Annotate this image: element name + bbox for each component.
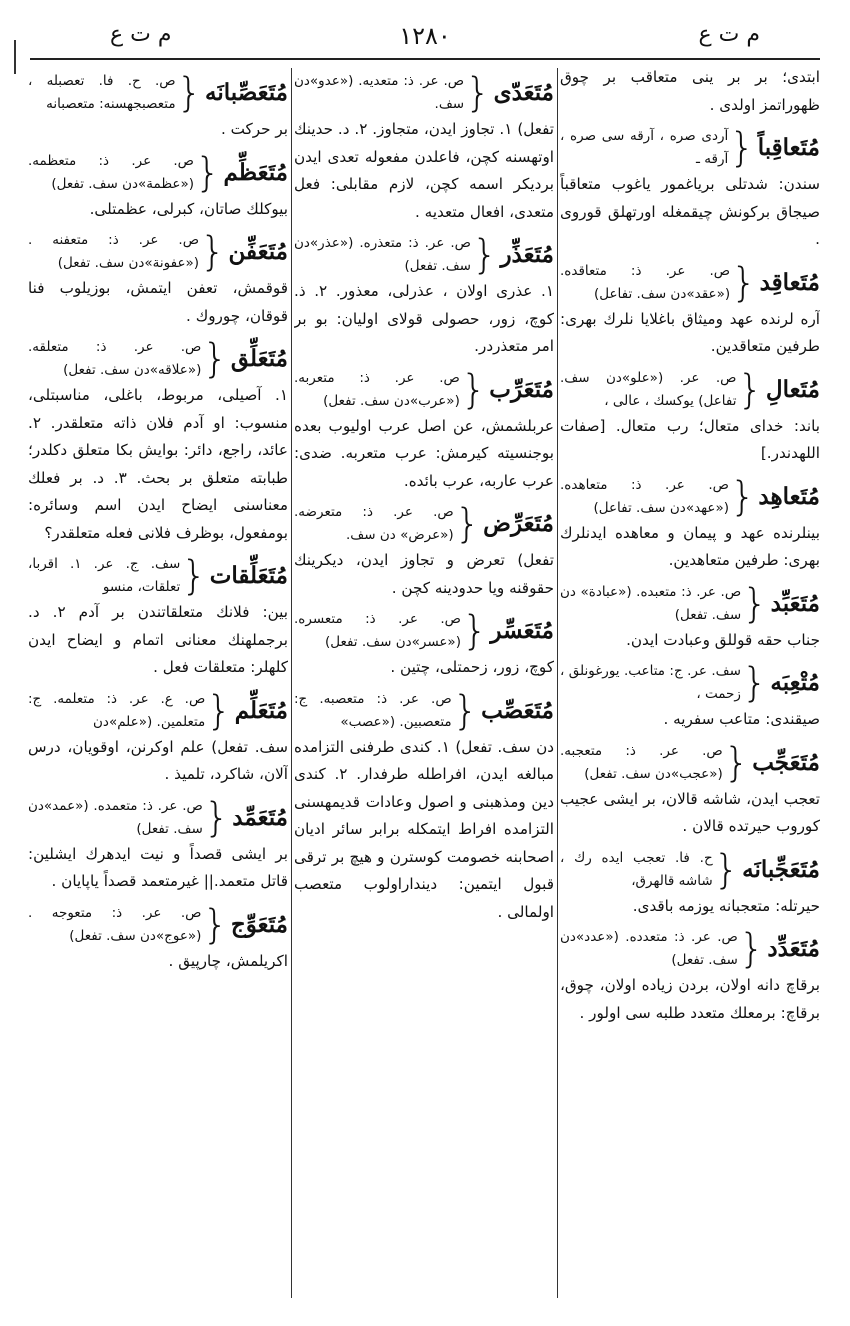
definition: آره لرنده عهد وميثاق باغلايا نلرك بهرى: طرفين متعاقدين. — [560, 309, 820, 355]
entry-head — [294, 501, 554, 547]
dictionary-entry — [28, 150, 288, 224]
dictionary-entry — [294, 232, 554, 361]
headword: مُتَعاهِد — [758, 482, 820, 510]
entry-head — [28, 229, 288, 275]
dictionary-entry — [560, 847, 820, 921]
headword: مُتْعِبَه — [770, 669, 820, 696]
headword: مُتَعَدّى — [493, 79, 554, 106]
grammar-info: ص. ع. عر. ذ: متعلمه. ج: متعلمين. («علم»دن — [28, 690, 206, 730]
dictionary-entry — [28, 336, 288, 547]
brace-glyph: { — [737, 366, 763, 413]
definition: دن سف. تفعل) ١. كندى طرفنى التزامده مبالغه ايدن، افراطله طرفدار. ٢. كندى دين ومذهبنى و اصول وعادات قديمهسنى التزامده افراط ايتمكله برابر سائر اديان اصحابنه خصومت كوسترن و هيچ بر ترقى قبول ايتمين: دينداراولوب متعصب اولمالى . — [294, 737, 554, 921]
brace-glyph: { — [452, 687, 479, 734]
dictionary-entry — [560, 474, 820, 575]
entry-head — [294, 608, 554, 654]
brace-glyph: { — [203, 794, 230, 841]
entry-head — [560, 581, 820, 627]
brace-glyph: { — [729, 473, 756, 520]
entry-head — [294, 232, 554, 278]
continuation-text: ابتدى؛ بر بر ينى متعاقب بر چوق ظهوراتمز اولدى . — [560, 68, 820, 114]
dictionary-entry — [560, 367, 820, 468]
brace-glyph: { — [461, 608, 488, 654]
definition: سف. تفعل) علم اوكرنن، اوقويان، درس آلان، شاكرد، تلميذ . — [28, 737, 288, 783]
grammar-info: ص. عر. ذ: متعصبه. ج: متعصبين. («عصب» — [294, 690, 452, 730]
headword: مُتَعَلِّق — [230, 345, 288, 372]
grammar-info: ص. عر. («علو»دن سف. تفاعل) يوكسك ، عالى ، — [560, 369, 737, 409]
dictionary-entry — [28, 795, 288, 896]
grammar-info: آردى صره ، آرقه سى صره ، آرقه ـ — [560, 128, 729, 167]
entry-head — [560, 125, 820, 171]
entry-head — [28, 688, 288, 734]
brace-glyph: { — [741, 660, 768, 706]
grammar-info: سف. ج. عر. ١. اقربا، تعلقات، منسو — [28, 556, 181, 595]
definition: قوقمش، تعفن ايتمش، بوزيلوب فنا قوقان، چوروك . — [28, 279, 288, 325]
headword: مُتَعَبِّد — [770, 589, 820, 617]
headword: مُتَعَفِّن — [228, 238, 288, 265]
header-rule — [30, 58, 820, 60]
grammar-info: ص. عر. ذ: متعفنه . («عفونة»دن سف. تفعل) — [28, 232, 200, 271]
brace-glyph: { — [713, 846, 740, 893]
grammar-info: ص. عر. ذ: متعوجه . («عوج»دن سف. تفعل) — [28, 904, 202, 944]
dictionary-entry — [28, 229, 288, 330]
entry-head — [294, 367, 554, 413]
entry-head — [28, 150, 288, 196]
entry-head — [294, 688, 554, 734]
grammar-info: ص. عر. ذ: متعمده. («عمد»دن سف. تفعل) — [28, 797, 203, 837]
definition: صيقندى: متاعب سفريه . — [663, 710, 820, 728]
running-header — [30, 22, 820, 56]
headword: مُتَعَذِّر — [500, 241, 554, 268]
dictionary-entry — [560, 581, 820, 655]
brace-glyph: { — [723, 739, 750, 786]
headword: مُتَعَظِّم — [223, 158, 288, 186]
definition: تفعل) ١. تجاوز ايدن، متجاوز. ٢. د. حدينك اوتهسنه كچن، فاعلدن مفعوله تعدى ايدن برديكر اسمه كچن، لازم مقابلى: فعل متعدى، افعال متعديه . — [294, 120, 554, 221]
brace-glyph: { — [176, 70, 203, 116]
brace-glyph: { — [202, 336, 228, 382]
dictionary-entry — [560, 260, 820, 361]
grammar-info: ص. عر. ذ: متعذره. («عذر»دن سف. تفعل) — [294, 235, 471, 274]
grammar-info: ص. عر. ذ: متعبده. («عبادة» دن سف. تفعل) — [560, 583, 742, 623]
headword: مُتَعَصِّبانَه — [205, 79, 288, 106]
headword: مُتَعاقِباً — [757, 134, 820, 161]
grammar-info: ص. عر. ذ: متعربه. («عرب»دن سف. تفعل) — [294, 369, 460, 409]
dictionary-entry — [294, 70, 554, 226]
header-guide-right: م ت ع — [698, 22, 760, 47]
definition: بر حركت . — [220, 120, 288, 138]
entry-head — [560, 367, 820, 413]
dictionary-entry — [28, 902, 288, 976]
entry-head — [560, 740, 820, 786]
brace-glyph: { — [195, 149, 221, 196]
definition: سندن: شدتلى برياغمور ياغوب متعاقباً صيجاق بركونش چيقمغله اورتهلق قوروى . — [560, 175, 820, 248]
dictionary-entry — [294, 688, 554, 927]
headword: مُتَعالِ — [765, 375, 820, 403]
page-edge-mark — [14, 40, 16, 74]
grammar-info: ص. ح. فا. تعصبله ، متعصبجهسنه: متعصبانه — [28, 73, 176, 112]
headword: مُتَعَوِّج — [230, 910, 288, 938]
headword: مُتَعَمِّد — [232, 803, 288, 831]
headword: مُتَعَسِّر — [490, 617, 554, 644]
definition: حيرتله: متعجبانه يوزمه باقدى. — [632, 896, 820, 915]
brace-glyph: { — [731, 259, 757, 306]
headword: مُتَعَدِّد — [767, 935, 820, 962]
grammar-info: ص. عر. ذ: متعاهده. («عهد»دن سف. تفاعل) — [560, 476, 729, 516]
definition: ١. عذرى اولان ، عذرلى، معذور. ٢. ذ. كوچ، زور، حصولى قولاى اوليان: بو بر امر متعذردر. — [294, 282, 554, 355]
entry-head — [28, 336, 288, 382]
definition: تفعل) تعرض و تجاوز ايدن، ديكرينك حقوقنه ويا حدودينه كچن . — [294, 551, 554, 597]
definition: تعجب ايدن، شاشه قالان، بر ايشى عجيب كوروب حيرتده قالان . — [560, 789, 820, 835]
headword: مُتَعَلِّم — [234, 696, 288, 724]
headword: مُتَعَجِّبانَه — [742, 855, 820, 883]
entry-head — [560, 926, 820, 972]
definition: كوچ، زور، زحمتلى، چتين . — [390, 658, 554, 676]
brace-glyph: { — [472, 232, 498, 278]
header-guide-left: م ت ع — [110, 22, 172, 47]
definition: جناب حقه قوللق وعبادت ايدن. — [626, 630, 820, 649]
definition: بينلرنده عهد و پيمان و معاهده ايدنلرك بهرى: طرفين متعاهدين. — [560, 523, 820, 569]
brace-glyph: { — [742, 580, 768, 627]
grammar-info: ص. عر. ذ: متعلقه. («علاقه»دن سف. تفعل) — [28, 339, 202, 378]
dictionary-entry — [28, 553, 288, 682]
brace-glyph: { — [465, 70, 491, 116]
headword: مُتَعَصِّب — [481, 696, 554, 724]
brace-glyph: { — [729, 125, 755, 171]
dictionary-entry — [560, 740, 820, 841]
entry-head — [28, 553, 288, 599]
definition: بر ايشى قصداً و نيت ايدهرك ايشلين: قاتل متعمد.|| غيرمتعمد قصداً ياپايان . — [28, 844, 288, 890]
brace-glyph: { — [202, 901, 228, 948]
dictionary-entry — [560, 926, 820, 1027]
dictionary-entry — [28, 688, 288, 789]
definition: بين: فلانك متعلقاتندن بر آدم ٢. د. برجملهنك معنانى اتمام و ايضاح ايدن كلهلر: متعلقات فعل . — [28, 603, 288, 676]
definition: عربلشمش، عن اصل عرب اوليوب بعده بوجنسيته كيرمش: عرب متعربه. ضدى: عرب عاربه، عرب بائده. — [294, 416, 554, 490]
dictionary-entry — [294, 367, 554, 496]
dictionary-entry — [560, 660, 820, 734]
column-left — [28, 64, 288, 1304]
entry-head — [560, 474, 820, 520]
page-number: ١٢٨٠ — [399, 22, 451, 50]
headword: مُتَعَرِّض — [483, 510, 554, 537]
brace-glyph: { — [200, 229, 226, 275]
dictionary-entry — [294, 501, 554, 602]
grammar-info: ص. عر. ذ: متعظمه. («عظمة»دن سف. تفعل) — [28, 152, 195, 192]
grammar-info: ص. عر. ذ: متعسره. («عسر»دن سف. تفعل) — [294, 611, 461, 650]
column-divider — [557, 68, 558, 1298]
entry-head — [28, 795, 288, 841]
grammar-info: ص. عر. ذ: متعدده. («عدد»دن سف. تفعل) — [560, 929, 738, 968]
headword: مُتَعاقِد — [759, 268, 820, 296]
brace-glyph: { — [460, 366, 487, 413]
grammar-info: ح. فا. تعجب ايده رك ، شاشه قالهرق، — [560, 849, 713, 889]
entry-head — [560, 847, 820, 893]
column-middle — [294, 64, 554, 1304]
dictionary-entry — [294, 608, 554, 682]
dictionary-columns — [30, 64, 820, 1304]
headword: مُتَعَرِّب — [489, 375, 554, 403]
dictionary-entry — [28, 70, 288, 144]
entry-head — [560, 660, 820, 706]
headword: مُتَعَجِّب — [752, 748, 820, 776]
dictionary-entry — [560, 125, 820, 254]
brace-glyph: { — [738, 926, 765, 972]
entry-head — [28, 902, 288, 948]
definition: باند: خداى متعال؛ رب متعال. [صفات اللهدندر.] — [560, 416, 820, 462]
brace-glyph: { — [181, 553, 207, 599]
brace-glyph: { — [454, 501, 481, 547]
definition: اكريلمش، چارپيق . — [168, 951, 288, 970]
definition: ١. آصيلى، مربوط، باغلى، مناسبتلى، منسوب: او آدم فلان ذاته متعلقدر. ٢. عائد، راجع، دائر: بوايش بكا متعلق دكلدر؛ طبابته متعلق بر بحث. ٣. د. بر فعلك معناسنى ايضاح ايدن اسم وسائره: بومفعول، بوظرف فلانى فعله متعلقدر؟ — [28, 386, 288, 542]
entry-head — [28, 70, 288, 116]
entry-head — [294, 70, 554, 116]
definition: بيوكلك صاتان، كبرلى، عظمتلى. — [89, 199, 288, 218]
definition: برقاچ دانه اولان، بردن زياده اولان، چوق، برقاچ: برمعلك متعدد طلبه سى اولور . — [560, 976, 820, 1022]
grammar-info: سف. عر. ج: متاعب. يورغونلق ، زحمت ، — [560, 663, 741, 702]
grammar-info: ص. عر. ذ: متعرضه. («عرض» دن سف. — [294, 504, 454, 543]
grammar-info: ص. عر. ذ: متعديه. («عدو»دن سف. — [294, 73, 465, 112]
headword: مُتَعَلِّقات — [209, 562, 288, 589]
grammar-info: ص. عر. ذ: متعجبه. («عجب»دن سف. تفعل) — [560, 742, 723, 782]
column-right — [560, 64, 820, 1304]
grammar-info: ص. عر. ذ: متعاقده. («عقد»دن سف. تفاعل) — [560, 262, 731, 302]
entry-head — [560, 260, 820, 306]
brace-glyph: { — [206, 687, 232, 734]
column-divider — [291, 68, 292, 1298]
